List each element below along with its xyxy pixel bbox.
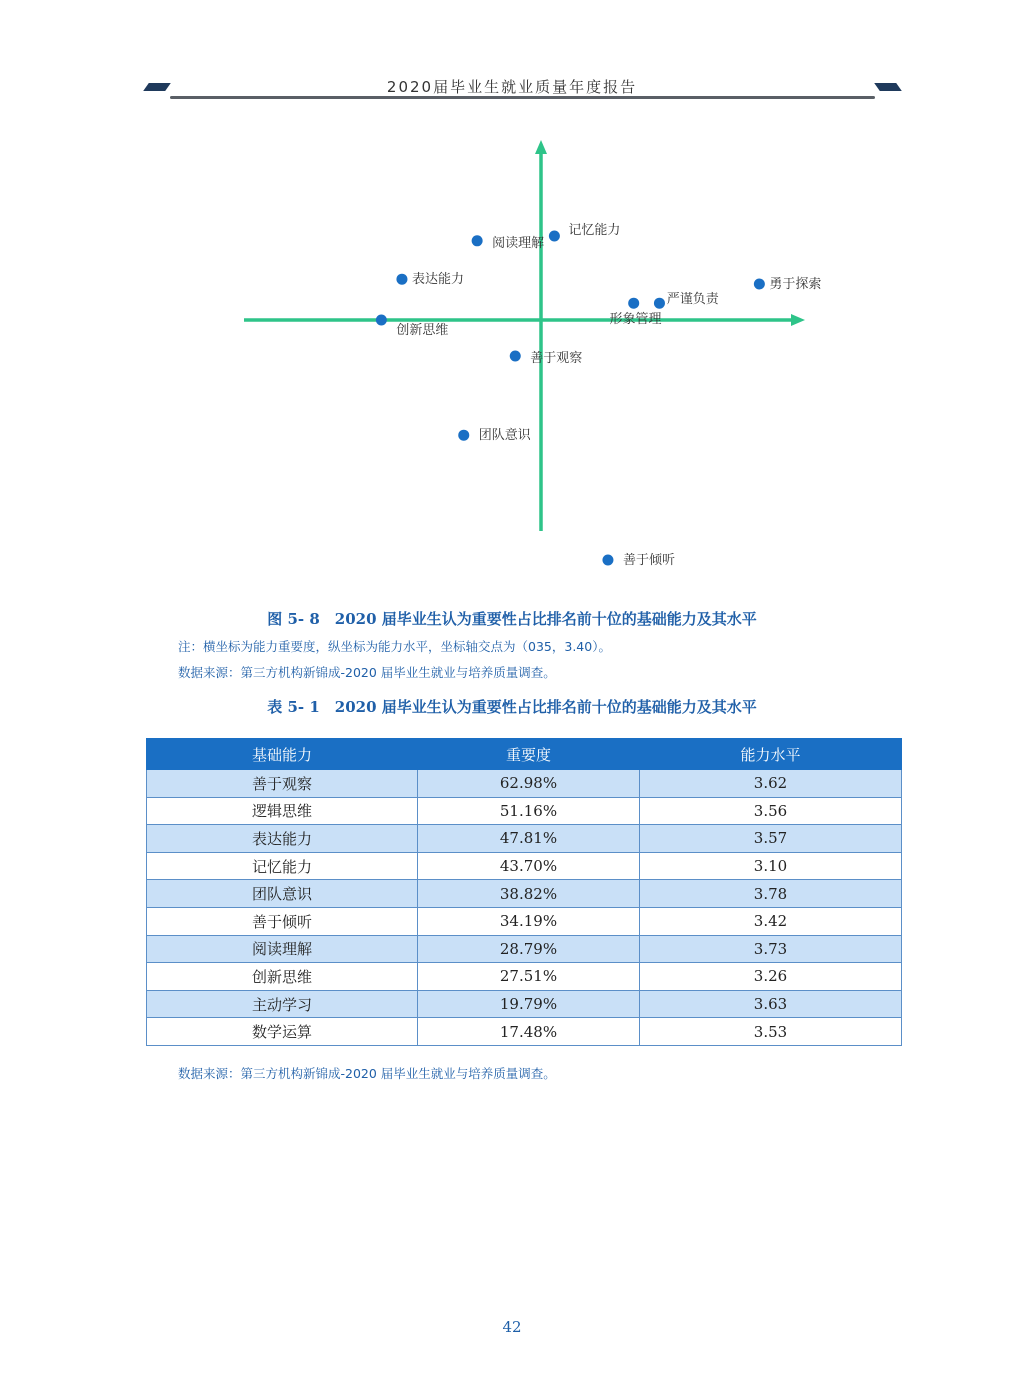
cell-level: 3.78 xyxy=(640,880,902,908)
x-axis-arrow xyxy=(791,314,805,326)
figure-source: 数据来源：第三方机构新锦成-2020 届毕业生就业与培养质量调查。 xyxy=(178,665,556,680)
cell-ability: 记忆能力 xyxy=(147,852,418,880)
cell-level: 3.26 xyxy=(640,963,902,991)
cell-ability: 逻辑思维 xyxy=(147,797,418,825)
data-point xyxy=(549,231,560,242)
quadrant-scatter-chart xyxy=(0,0,1024,568)
point-label: 创新思维 xyxy=(396,323,449,338)
cell-importance: 51.16% xyxy=(418,797,640,825)
table-row xyxy=(147,907,902,935)
cell-ability: 善于倾听 xyxy=(147,907,418,935)
point-label: 团队意识 xyxy=(478,428,531,444)
cell-ability: 团队意识 xyxy=(147,880,418,908)
point-label: 勇于探索 xyxy=(769,277,822,292)
cell-importance: 43.70% xyxy=(418,852,640,880)
page-header-title: 2020届毕业生就业质量年度报告 xyxy=(386,78,638,96)
cell-importance: 62.98% xyxy=(418,770,640,798)
cell-importance: 47.81% xyxy=(418,825,640,853)
data-point xyxy=(472,235,483,246)
table-row xyxy=(147,852,902,880)
cell-level: 3.57 xyxy=(640,825,902,853)
point-label: 表达能力 xyxy=(411,272,464,288)
data-point xyxy=(510,351,521,362)
point-label: 善于观察 xyxy=(530,351,583,366)
table-row xyxy=(147,990,902,1018)
cell-importance: 17.48% xyxy=(418,1018,640,1046)
figure-caption: 图 5- 8 2020 届毕业生认为重要性占比排名前十位的基础能力及其水平 xyxy=(267,610,757,628)
table-row xyxy=(147,935,902,963)
y-axis-arrow xyxy=(535,140,547,154)
point-label: 记忆能力 xyxy=(568,223,621,238)
table-row xyxy=(147,797,902,825)
data-point xyxy=(458,430,469,441)
header-importance: 重要度 xyxy=(418,739,640,770)
cell-importance: 34.19% xyxy=(418,907,640,935)
cell-importance: 28.79% xyxy=(418,935,640,963)
table-row xyxy=(147,770,902,798)
page-number: 42 xyxy=(502,1318,522,1336)
table-row xyxy=(147,825,902,853)
data-point xyxy=(654,298,665,309)
cell-ability: 表达能力 xyxy=(147,825,418,853)
cell-ability: 主动学习 xyxy=(147,990,418,1018)
header-ability: 基础能力 xyxy=(147,739,418,770)
point-label: 形象管理 xyxy=(609,312,662,328)
data-point xyxy=(628,298,639,309)
data-point xyxy=(602,555,613,566)
point-label: 善于倾听 xyxy=(622,553,675,568)
table-row xyxy=(147,880,902,908)
cell-importance: 19.79% xyxy=(418,990,640,1018)
data-point xyxy=(376,315,387,326)
cell-level: 3.53 xyxy=(640,1018,902,1046)
ability-table xyxy=(146,738,902,1046)
cell-level: 3.73 xyxy=(640,935,902,963)
header-level: 能力水平 xyxy=(640,739,902,770)
cell-importance: 38.82% xyxy=(418,880,640,908)
cell-level: 3.56 xyxy=(640,797,902,825)
data-point xyxy=(754,279,765,290)
cell-ability: 创新思维 xyxy=(147,963,418,991)
cell-level: 3.63 xyxy=(640,990,902,1018)
cell-level: 3.42 xyxy=(640,907,902,935)
table-caption: 表 5- 1 2020 届毕业生认为重要性占比排名前十位的基础能力及其水平 xyxy=(267,698,757,716)
cell-ability: 阅读理解 xyxy=(147,935,418,963)
cell-ability: 数学运算 xyxy=(147,1018,418,1046)
table-source: 数据来源：第三方机构新锦成-2020 届毕业生就业与培养质量调查。 xyxy=(178,1066,556,1081)
table-header-row xyxy=(147,739,902,770)
point-label: 严谨负责 xyxy=(666,292,719,308)
cell-level: 3.62 xyxy=(640,770,902,798)
cell-importance: 27.51% xyxy=(418,963,640,991)
table-row xyxy=(147,1018,902,1046)
cell-ability: 善于观察 xyxy=(147,770,418,798)
cell-level: 3.10 xyxy=(640,852,902,880)
table-row xyxy=(147,963,902,991)
point-label: 阅读理解 xyxy=(492,235,545,251)
figure-note: 注：横坐标为能力重要度，纵坐标为能力水平，坐标轴交点为（035，3.40）。 xyxy=(178,639,611,654)
data-point xyxy=(396,274,407,285)
